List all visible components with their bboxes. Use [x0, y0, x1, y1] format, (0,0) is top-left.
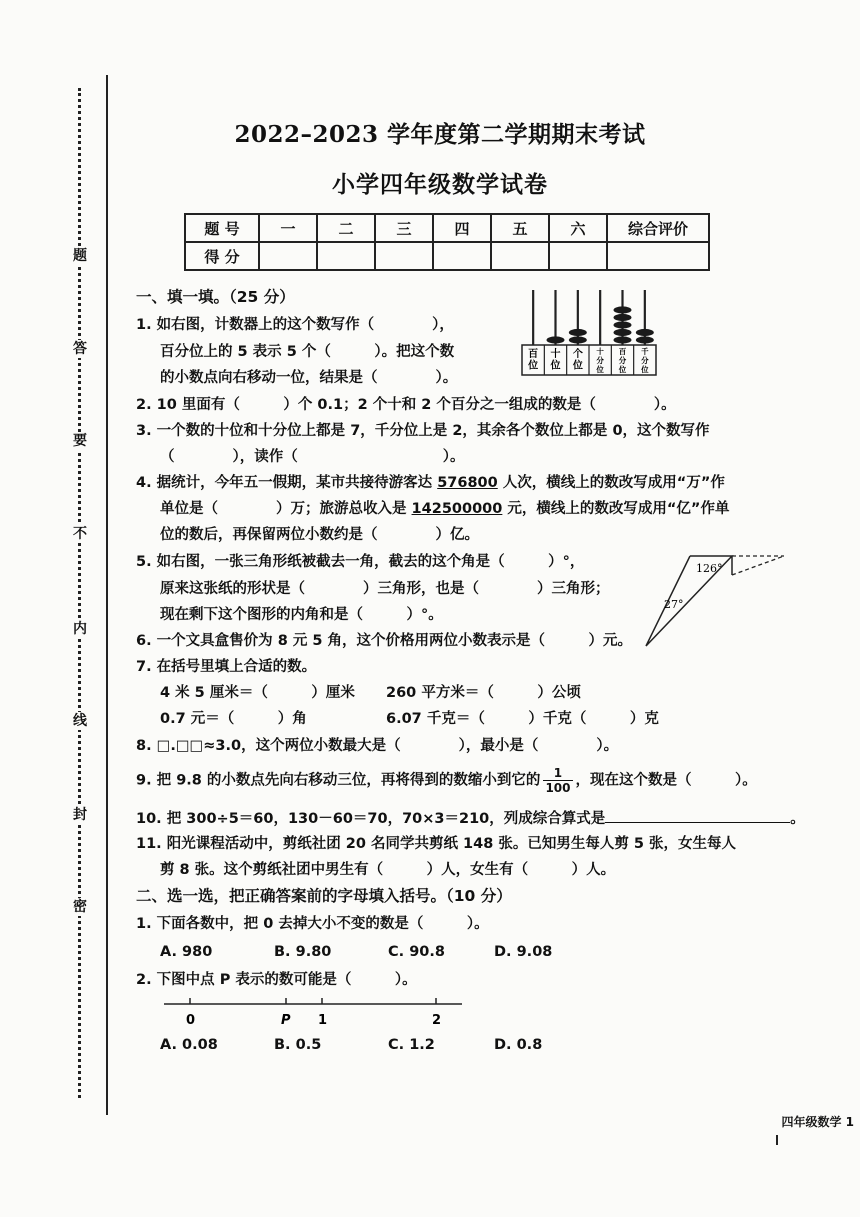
binding-char: 答: [70, 340, 90, 358]
score-header-cell: 题 号: [185, 214, 259, 242]
question-4-line-3: 位的数后，再保留两位小数约是（ ）亿。: [160, 527, 479, 543]
q4-text: 元，横线上的数改写成用“亿”作单: [502, 501, 730, 517]
q4-text: 单位是（ ）万；旅游总收入是: [160, 501, 412, 517]
abacus-bead: [614, 336, 632, 343]
number-line-label-p: P: [281, 1013, 291, 1028]
binding-char: 封: [70, 806, 90, 824]
section-2-heading: 二、选一选，把正确答案前的字母填入括号。（10 分）: [136, 887, 512, 905]
score-input-cell[interactable]: [433, 242, 491, 270]
abacus-column-label: 十位: [550, 349, 561, 372]
footer-mark: [776, 1135, 778, 1145]
q9-text: 9. 把 9.8 的小数点先向右移动三位，再将得到的数缩小到它的: [136, 772, 541, 789]
question-11-line-2: 剪 8 张。这个剪纸社团中男生有（ ）人，女生有（ ）人。: [160, 862, 616, 878]
abacus-column-label: 千分位: [641, 347, 649, 374]
question-10: 10. 把 300÷5＝60，130－60＝70，70×3＝210，列成综合算式是 。: [136, 808, 805, 829]
score-input-cell[interactable]: [317, 242, 375, 270]
question-3-line-1: 3. 一个数的十位和十分位上都是 7，千分位上是 2，其余各个数位上都是 0，这个数写作: [136, 423, 710, 439]
binding-char: 密: [70, 898, 90, 916]
question-2: 2. 10 里面有（ ）个 0.1；2 个十和 2 个百分之一组成的数是（ ）。: [136, 397, 676, 413]
score-header-cell: 四: [433, 214, 491, 242]
mc-option[interactable]: D. 0.8: [494, 1037, 543, 1053]
abacus-bead: [636, 329, 654, 336]
question-11-line-1: 11. 阳光课程活动中，剪纸社团 20 名同学共剪纸 148 张。已知男生每人剪 5 张，女生每人: [136, 836, 737, 852]
mc-option[interactable]: B. 9.80: [274, 944, 332, 960]
abacus-column-label: 十分位: [596, 347, 604, 374]
question-7c: 0.7 元＝（ ）角: [160, 711, 307, 727]
score-header-cell: 六: [549, 214, 607, 242]
score-input-cell[interactable]: [259, 242, 317, 270]
answer-blank[interactable]: [605, 808, 790, 823]
fraction-numerator: 1: [543, 766, 572, 781]
score-label-cell: 得 分: [185, 242, 259, 270]
abacus-bead: [636, 336, 654, 343]
q9-fraction: [543, 766, 572, 795]
question-3-line-2: （ ），读作（ ）。: [160, 449, 465, 465]
score-input-cell[interactable]: [549, 242, 607, 270]
mc-option[interactable]: A. 980: [160, 944, 213, 960]
question-1-line-2: 百分位上的 5 表示 5 个（ ）。把这个数: [160, 344, 455, 360]
number-line-label: 0: [186, 1013, 196, 1028]
question-5-line-1: 5. 如右图，一张三角形纸被截去一角，截去的这个角是（ ）°，: [136, 554, 585, 570]
binding-char: 不: [70, 525, 90, 543]
question-5-line-3: 现在剩下这个图形的内角和是（ ）°。: [160, 607, 443, 623]
abacus-figure: [520, 288, 660, 380]
score-header-cell: 一: [259, 214, 317, 242]
abacus-bead: [614, 306, 632, 313]
abacus-bead: [614, 329, 632, 336]
abacus-bead: [569, 329, 587, 336]
question-7b: 260 平方米＝（ ）公顷: [386, 685, 581, 701]
page-footer: 四年级数学 1: [781, 1115, 854, 1129]
section-1-heading: 一、填一填。（25 分）: [136, 288, 295, 306]
abacus-bead: [547, 336, 565, 343]
score-input-cell[interactable]: [607, 242, 709, 270]
binding-dotted-line: [78, 88, 81, 1098]
score-header-cell: 综合评价: [607, 214, 709, 242]
q4-text: 人次，横线上的数改写成用“万”作: [497, 475, 725, 491]
binding-char: 内: [70, 620, 90, 638]
question-4-line-1: [136, 473, 725, 493]
q9-text: ，现在这个数是（ ）。: [575, 772, 757, 789]
question-9: [136, 766, 757, 795]
binding-solid-line: [106, 75, 108, 1115]
question-4-line-2: [160, 499, 729, 519]
number-line-figure: [160, 998, 470, 1032]
mc-option[interactable]: B. 0.5: [274, 1037, 322, 1053]
abacus-column-label: 百分位: [618, 347, 627, 374]
exam-subtitle: 小学四年级数学试卷: [332, 171, 548, 198]
angle-label-27: 27°: [664, 598, 684, 611]
score-input-cell[interactable]: [375, 242, 433, 270]
number-line-label: 1: [318, 1013, 328, 1028]
score-header-cell: 五: [491, 214, 549, 242]
mc-option[interactable]: D. 9.08: [494, 944, 553, 960]
question-1-line-3: 的小数点向右移动一位，结果是（ ）。: [160, 370, 458, 386]
binding-char: 要: [70, 432, 90, 450]
triangle-figure: [640, 548, 788, 650]
question-1-line-1: 1. 如右图，计数器上的这个数写作（ ），: [136, 317, 454, 333]
fraction-denominator: 100: [545, 781, 571, 795]
abacus-bead: [569, 336, 587, 343]
question-7d: 6.07 千克＝（ ）千克（ ）克: [386, 711, 659, 727]
angle-label-126: 126°: [696, 562, 723, 575]
abacus-column-label: 百位: [528, 349, 539, 372]
question-7-heading: 7. 在括号里填上合适的数。: [136, 659, 317, 675]
mc-question-1: 1. 下面各数中，把 0 去掉大小不变的数是（ ）。: [136, 916, 489, 932]
question-6: 6. 一个文具盒售价为 8 元 5 角，这个价格用两位小数表示是（ ）元。: [136, 633, 633, 649]
mc-question-2: 2. 下图中点 P 表示的数可能是（ ）。: [136, 972, 417, 988]
abacus-bead: [614, 321, 632, 328]
question-5-line-2: 原来这张纸的形状是（ ）三角形，也是（ ）三角形；: [160, 581, 610, 597]
question-7a: 4 米 5 厘米＝（ ）厘米: [160, 685, 355, 701]
binding-char: 线: [70, 712, 90, 730]
number-line-label: 2: [432, 1013, 442, 1028]
score-table: [184, 213, 710, 271]
question-8: 8. □.□□≈3.0，这个两位小数最大是（ ），最小是（ ）。: [136, 738, 619, 754]
q10-text: 10. 把 300÷5＝60，130－60＝70，70×3＝210，列成综合算式是: [136, 811, 606, 827]
mc-option[interactable]: A. 0.08: [160, 1037, 218, 1053]
abacus-bead: [614, 314, 632, 321]
exam-title: 2022–2023 学年度第二学期期末考试: [234, 121, 646, 148]
mc-option[interactable]: C. 1.2: [388, 1037, 435, 1053]
q4-underlined-number: 576800: [437, 475, 498, 491]
binding-char: 题: [70, 247, 90, 265]
q4-underlined-number: 142500000: [411, 501, 503, 517]
mc-option[interactable]: C. 90.8: [388, 944, 445, 960]
score-input-cell[interactable]: [491, 242, 549, 270]
abacus-column-label: 个位: [572, 349, 583, 372]
score-header-cell: 三: [375, 214, 433, 242]
score-header-cell: 二: [317, 214, 375, 242]
q4-text: 4. 据统计，今年五一假期，某市共接待游客达: [136, 475, 438, 491]
